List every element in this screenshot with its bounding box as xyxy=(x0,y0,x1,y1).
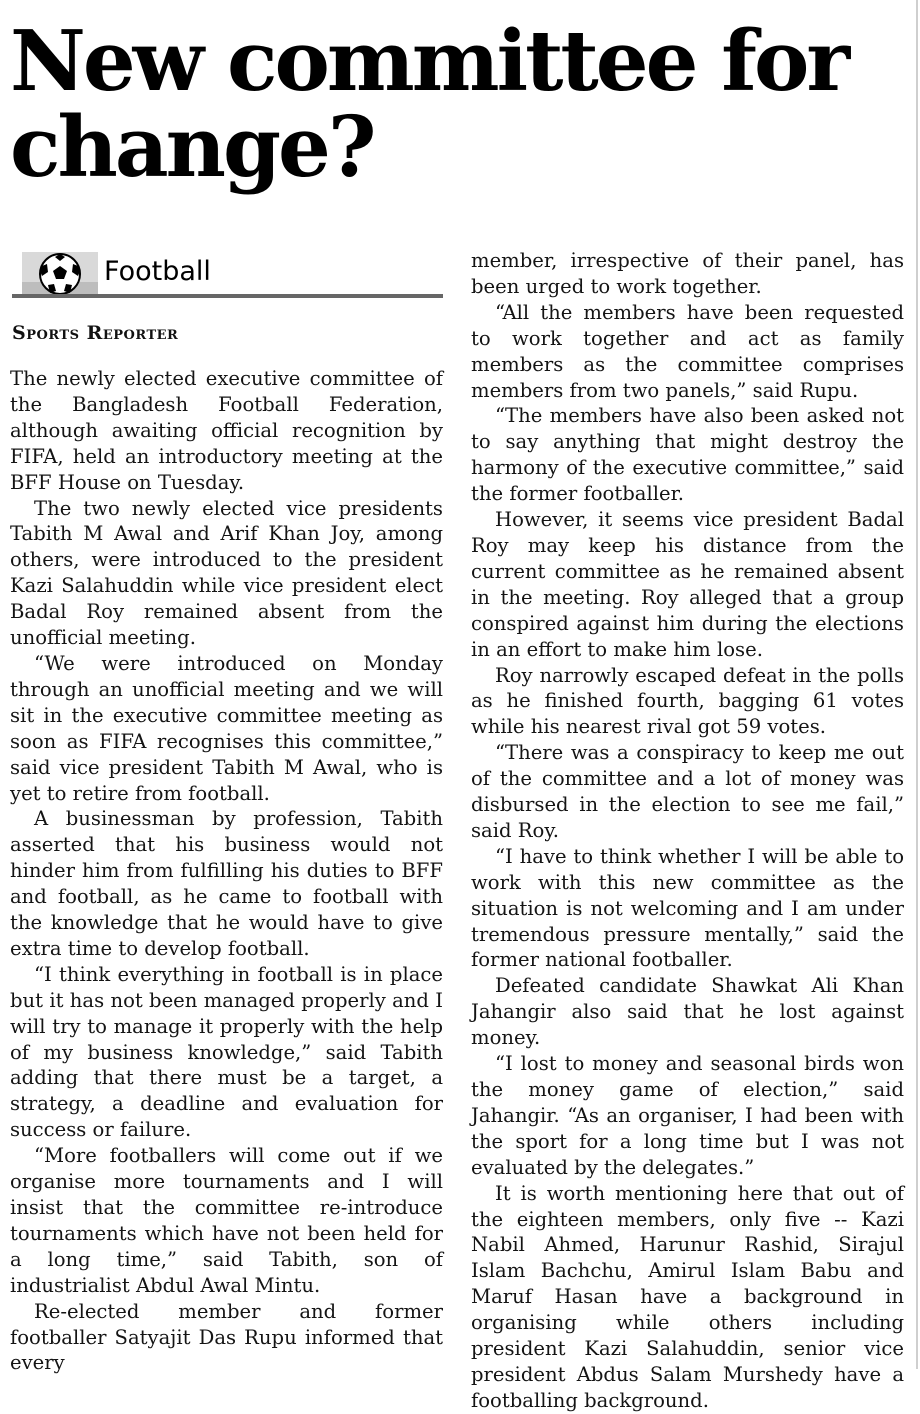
paragraph: “The members have also been asked not to say anything that might destroy the harmony of the executive committee,” said the former footballer. xyxy=(471,404,904,506)
byline: Sports Reporter xyxy=(12,322,179,344)
paragraph: Re-elected member and former footballer Satyajit Das Rupu informed that every xyxy=(10,1299,443,1375)
paragraph: However, it seems vice president Badal Roy may keep his distance from the current committee as he remained absent in the meeting. Roy alleged that a group conspired against him during the elections in an effort to make him lose. xyxy=(471,508,904,661)
headline: New committee for change? xyxy=(10,12,848,196)
paragraph: It is worth mentioning here that out of the eighteen members, only five -- Kazi Nabil Ahmed, Harunur Rashid, Sirajul Islam Bachchu, Amirul Islam Babu and Maruf Hasan have a background in organising while others including president Kazi Salahuddin, senior vice president Abdus Salam Murshedy have a footballing background. xyxy=(471,1181,904,1412)
football-icon xyxy=(22,252,98,296)
paragraph: The newly elected executive committee of the Bangladesh Football Federation, although awaiting official recognition by FIFA, held an introductory meeting at the BFF House on Tuesday. xyxy=(10,367,443,494)
section-kicker xyxy=(12,246,443,298)
paragraph: “We were introduced on Monday through an unofficial meeting and we will sit in the executive committee meeting as soon as FIFA recognises this committee,” said vice president Tabith M Awal, who is yet to retire from football. xyxy=(10,651,443,805)
article-column-right xyxy=(471,248,904,1414)
paragraph: Roy narrowly escaped defeat in the polls as he finished fourth, bagging 61 votes while his nearest rival got 59 votes. xyxy=(471,663,904,739)
paragraph: member, irrespective of their panel, has been urged to work together. xyxy=(471,249,904,298)
paragraph: Defeated candidate Shawkat Ali Khan Jahangir also said that he lost against money. xyxy=(471,974,904,1050)
paragraph: “I think everything in football is in place but it has not been managed properly and I will try to manage it properly with the help of my business knowledge,” said Tabith adding that there must be a target, a strategy, a deadline and evaluation for success or failure. xyxy=(10,962,443,1142)
page-edge-rule xyxy=(916,0,918,1369)
paragraph: “I have to think whether I will be able to work with this new committee as the situation is not welcoming and I am under tremendous pressure mentally,” said the former national footballer. xyxy=(471,844,904,972)
article-column-left xyxy=(10,366,443,1376)
paragraph: The two newly elected vice presidents Tabith M Awal and Arif Khan Joy, among others, were introduced to the president Kazi Salahuddin while vice president elect Badal Roy remained absent from the unofficial meeting. xyxy=(10,496,443,650)
section-label: Football xyxy=(104,256,211,287)
paragraph: “I lost to money and seasonal birds won the money game of election,” said Jahangir. “As an organiser, I had been with the sport for a long time but I was not evaluated by the delegates.” xyxy=(471,1052,904,1179)
paragraph: “There was a conspiracy to keep me out of the committee and a lot of money was disbursed in the election to see me fail,” said Roy. xyxy=(471,741,904,842)
paragraph: A businessman by profession, Tabith asserted that his business would not hinder him from fulfilling his duties to BFF and football, as he came to football with the knowledge that he would have to give extra time to develop football. xyxy=(10,807,443,960)
paragraph: “All the members have been requested to work together and act as family members as the committee comprises members from two panels,” said Rupu. xyxy=(471,300,904,402)
paragraph: “More footballers will come out if we organise more tournaments and I will insist that the committee re-introduce tournaments which have not been held for a long time,” said Tabith, son of industrialist Abdul Awal Mintu. xyxy=(10,1144,443,1297)
kicker-rule xyxy=(12,294,443,298)
